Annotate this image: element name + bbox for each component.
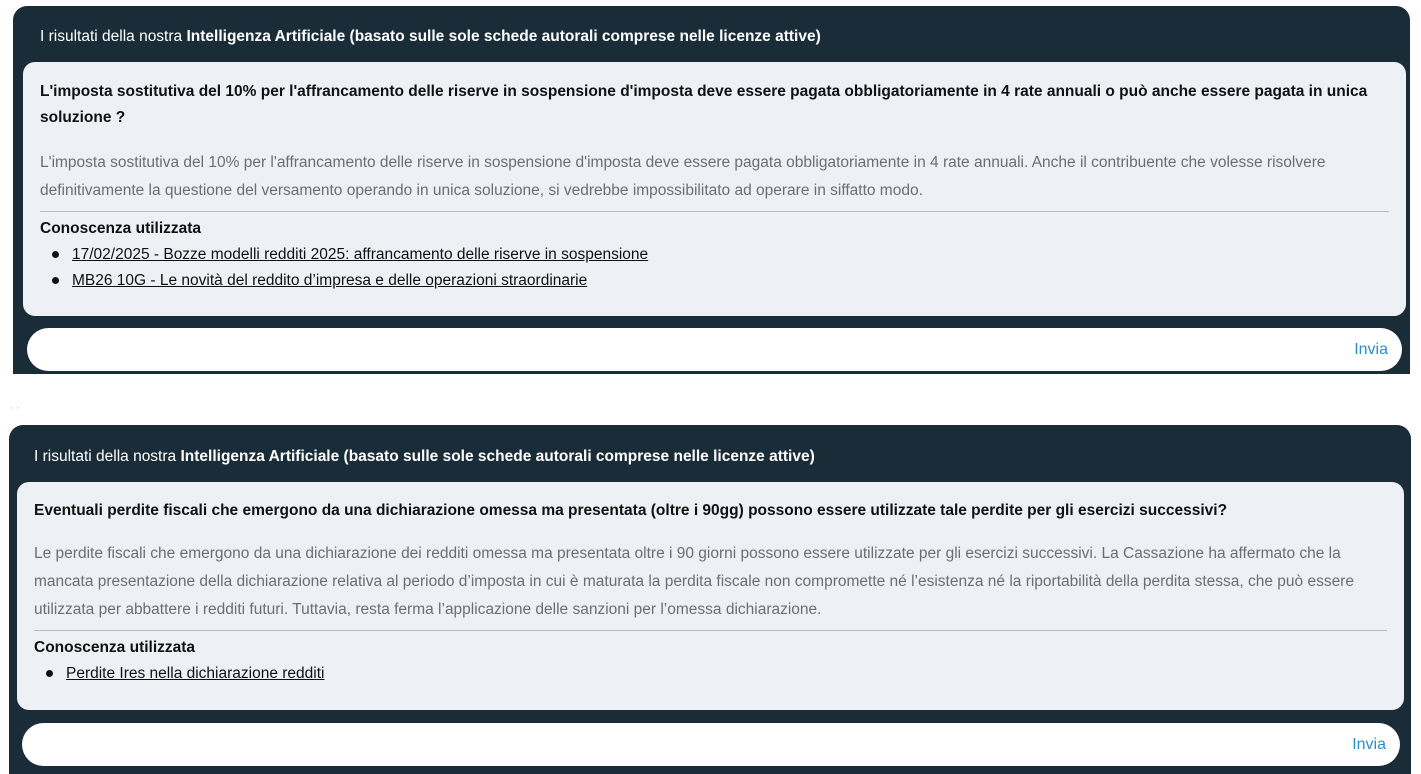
separator-dots: ·· xyxy=(9,400,23,414)
answer-card xyxy=(23,62,1406,316)
sources-list xyxy=(34,661,1387,687)
panel-header-bold: Intelligenza Artificiale (basato sulle sole schede autorali comprese nelle licenze attive) xyxy=(180,448,815,465)
panel-header-prefix: I risultati della nostra xyxy=(40,28,187,45)
question-text: Eventuali perdite fiscali che emergono da una dichiarazione omessa ma presentata (oltre i 90gg) possono essere utilizzate tale perdite per gli esercizi successivi? xyxy=(34,502,1228,519)
panel-header xyxy=(40,6,821,62)
panel-header-prefix: I risultati della nostra xyxy=(34,448,181,465)
question-input-bar xyxy=(27,328,1402,371)
question-input[interactable] xyxy=(42,723,1302,766)
knowledge-title: Conoscenza utilizzata xyxy=(34,639,196,656)
question-input-bar xyxy=(22,723,1400,766)
source-link[interactable]: MB26 10G - Le novità del reddito d’impresa e delle operazioni straordinarie xyxy=(72,272,588,289)
ai-results-panel-2 xyxy=(9,425,1411,774)
sources-list xyxy=(40,242,1389,294)
source-link[interactable]: Perdite Ires nella dichiarazione redditi xyxy=(66,665,325,682)
panel-header xyxy=(34,425,815,481)
knowledge-title: Conoscenza utilizzata xyxy=(40,220,202,237)
send-button[interactable]: Invia xyxy=(1354,328,1388,371)
question-text: L'imposta sostitutiva del 10% per l'affrancamento delle riserve in sospensione d'imposta deve essere pagata obbligatoriamente in 4 rate annuali o può anche essere pagata in unica soluzione ? xyxy=(40,83,1368,126)
source-link[interactable]: 17/02/2025 - Bozze modelli redditi 2025: affrancamento delle riserve in sospensione xyxy=(72,246,649,263)
answer-text: Le perdite fiscali che emergono da una dichiarazione dei redditi omessa ma presentata oltre i 90 giorni possono essere utilizzate per gli esercizi successivi. La Cassazione ha affermato che la mancata presentazione della dichiarazione relativa al periodo d’imposta in cui è maturata la perdita fiscale non compromette né l’esistenza né la riportabilità della perdita stessa, che può essere utilizzata per abbattere i redditi futuri. Tuttavia, resta ferma l’applicazione delle sanzioni per l’omessa dichiarazione. xyxy=(34,540,1387,631)
question-input[interactable] xyxy=(47,328,1307,371)
answer-card xyxy=(17,482,1404,710)
panel-header-bold: Intelligenza Artificiale (basato sulle sole schede autorali comprese nelle licenze attive) xyxy=(186,28,821,45)
list-item xyxy=(72,268,1389,294)
list-item xyxy=(72,242,1389,268)
list-item xyxy=(66,661,1387,687)
send-button[interactable]: Invia xyxy=(1352,723,1386,766)
ai-results-panel-1 xyxy=(13,6,1410,374)
answer-text: L'imposta sostitutiva del 10% per l'affrancamento delle riserve in sospensione d'imposta deve essere pagata obbligatoriamente in 4 rate annuali. Anche il contribuente che volesse risolvere definitivamente la questione del versamento operando in unica soluzione, si vedrebbe impossibilitato ad operare in siffatto modo. xyxy=(40,149,1389,212)
